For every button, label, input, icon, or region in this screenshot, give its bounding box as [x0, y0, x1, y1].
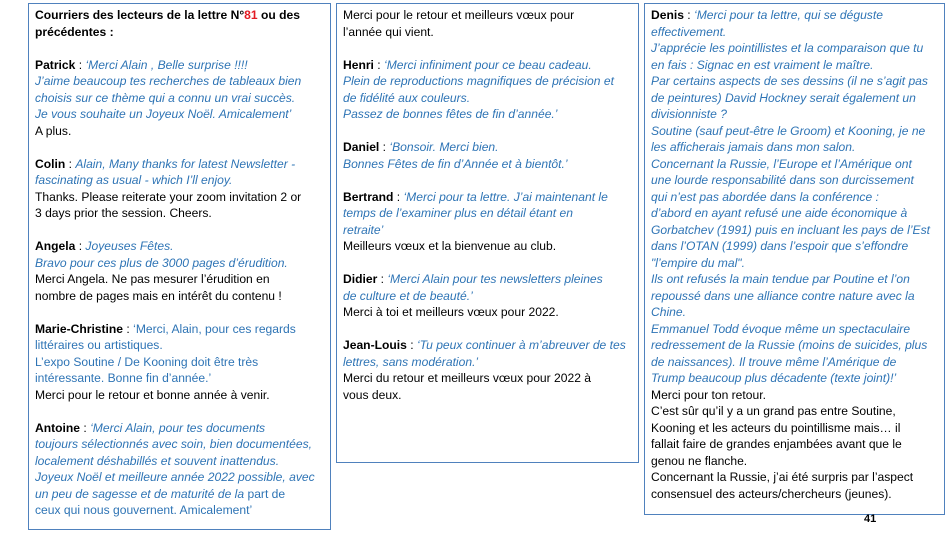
- letter-text: J’aime beaucoup tes recherches de tableaux bien: [35, 74, 302, 88]
- author-name: Bertrand: [343, 189, 394, 204]
- letter-text: dans l’OTAN (1999) dans l’espoir que s’effondre: [651, 239, 909, 253]
- letter-text: localement déshabillés et souvent inattendus.: [35, 453, 280, 468]
- reply-text: vous deux.: [343, 387, 402, 402]
- letters-column-2: [336, 3, 639, 463]
- letter-text: Bonnes Fêtes de fin d’Année et à bientôt.’: [343, 156, 568, 171]
- letter-text: retraite’: [343, 222, 384, 237]
- reply-text: Merci Angela. Ne pas mesurer l’érudition en: [35, 272, 270, 286]
- letter-text: ‘Merci pour ta lettre. J’ai maintenant le: [403, 189, 608, 204]
- letter-bertrand: [343, 189, 632, 255]
- reply-text: Kooning et les acteurs du pointillisme mais… il: [651, 420, 901, 435]
- reply-text: Merci pour ton retour.: [651, 387, 766, 402]
- heading-text-end: ou des: [257, 8, 300, 22]
- reply-text: 3 days prior the session. Cheers.: [35, 206, 212, 220]
- letter-text: une lourde responsabilité dans son durcissement: [651, 173, 914, 187]
- reply-text: l’année qui vient.: [343, 24, 434, 39]
- reply-text: nombre de pages mais en intérêt du contenu !: [35, 288, 282, 303]
- letter-text: Emmanuel Todd évoque même un spectaculaire: [651, 321, 911, 336]
- letter-text: Soutine (sauf peut-être le Groom) et Kooning, je ne: [651, 123, 926, 138]
- author-name: Marie-Christine: [35, 321, 124, 336]
- letter-text: redressement de la Russie (moins de suicides, plus: [651, 338, 928, 352]
- reply-text: Merci pour le retour et meilleurs vœux pour: [343, 8, 575, 22]
- author-name: Patrick: [35, 57, 76, 72]
- letter-text: un peu de sagesse et de maturité de la: [35, 486, 245, 501]
- letter-text: en fais : Signac en est vraiment le maître.: [651, 57, 874, 72]
- author-name: Didier: [343, 272, 378, 286]
- letter-text: J’apprécie les pointillistes et la comparaison que tu: [651, 41, 924, 55]
- reply-text: Meilleurs vœux et la bienvenue au club.: [343, 239, 557, 253]
- letter-text: Joyeux Noël et meilleure année 2022 possible, avec: [35, 470, 315, 484]
- letter-jean-louis: [343, 337, 632, 403]
- letter-text: ‘Merci pour ta lettre, qui se déguste: [694, 8, 883, 22]
- letter-text: les afficherais jamais dans mon salon.: [651, 140, 856, 154]
- letter-text: "l’empire du mal".: [651, 255, 745, 270]
- letter-text: ‘Merci Alain, pour tes documents: [90, 420, 266, 435]
- letter-text: Plein de reproductions magnifiques de précision et: [343, 74, 614, 88]
- separator: :: [75, 239, 86, 253]
- letter-text: de culture et de beauté.’: [343, 288, 473, 303]
- reply-text: A plus.: [35, 123, 72, 138]
- author-name: Angela: [35, 239, 76, 253]
- letter-text: de peintures) David Hockney serait également un: [651, 90, 916, 105]
- letter-text: littéraires ou artistiques.: [35, 338, 163, 352]
- letter-text: ‘Bonsoir. Merci bien.: [389, 140, 499, 154]
- heading-text: Courriers des lecteurs de la lettre N°: [35, 8, 245, 22]
- letter-text: repoussé dans une alliance contre nature avec la: [651, 288, 915, 303]
- author-name: Antoine: [35, 420, 81, 435]
- letter-text: divisionniste ?: [651, 107, 727, 121]
- letter-didier: [343, 271, 632, 321]
- letter-text: lettres, sans modération.’: [343, 354, 479, 369]
- separator: :: [379, 140, 390, 154]
- reply-text: Merci du retour et meilleurs vœux pour 2022 à: [343, 371, 592, 385]
- separator: :: [393, 189, 404, 204]
- letter-text: L’expo Soutine / De Kooning doit être très: [35, 354, 259, 369]
- letter-text: ‘Tu peux continuer à m’abreuver de tes: [416, 338, 626, 352]
- letter-text: Passez de bonnes fêtes de fin d’année.’: [343, 107, 558, 121]
- letter-text: Alain, Many thanks for latest Newsletter -: [75, 156, 296, 171]
- separator: :: [80, 420, 91, 435]
- letter-text: ‘Merci Alain , Belle surprise !!!!: [85, 57, 248, 72]
- reply-text: Merci à toi et meilleurs vœux pour 2022.: [343, 305, 559, 319]
- letter-text: intéressante. Bonne fin d’année.’: [35, 371, 212, 385]
- newsletter-number: 81: [244, 8, 258, 22]
- letter-text: choisis sur ce thème qui a connu un vrai succès.: [35, 90, 296, 105]
- separator: :: [75, 57, 86, 72]
- letter-text: Bravo pour ces plus de 3000 pages d’érudition.: [35, 255, 288, 270]
- reply-text: fallait faire de grandes enjambées avant que le: [651, 437, 902, 451]
- author-name: Colin: [35, 156, 66, 171]
- letter-text: Je vous souhaite un Joyeux Noël. Amicalement’: [35, 107, 292, 121]
- reply-text: Merci pour le retour et bonne année à venir.: [35, 387, 270, 402]
- separator: :: [373, 57, 385, 72]
- separator: :: [65, 156, 76, 171]
- letter-text: de naissances). Il trouve même l’Amérique de: [651, 354, 897, 369]
- letter-marie-christine: [35, 321, 324, 404]
- author-name: Denis: [651, 8, 684, 22]
- letter-text: Gorbatchev (1991) puis en incluant les pays de l’Est: [651, 222, 930, 237]
- reply-text: Thanks. Please reiterate your zoom invitation 2 or: [35, 189, 302, 204]
- letter-patrick: [35, 57, 324, 140]
- letter-text: Concernant la Russie, l’Europe et l’Amérique ont: [651, 156, 912, 171]
- letter-text: Joyeuses Fêtes.: [85, 239, 174, 253]
- author-name: Daniel: [343, 140, 380, 154]
- reply-text: Concernant la Russie, j’ai été surpris par l’aspect: [651, 470, 914, 484]
- letter-text: Trump beaucoup plus décadente (texte joint)!’: [651, 371, 897, 385]
- reply-text: C’est sûr qu’il y a un grand pas entre Soutine,: [651, 404, 896, 418]
- separator: :: [683, 8, 695, 22]
- section-heading-line2: précédentes :: [35, 24, 114, 39]
- letter-text: fascinating as usual - which I’ll enjoy.: [35, 173, 233, 187]
- letter-text: ‘Merci infiniment pour ce beau cadeau.: [384, 57, 592, 72]
- letters-column-1: [28, 3, 331, 530]
- letter-text: ceux qui nous gouvernent. Amicalement’: [35, 503, 253, 517]
- reply-text: consensuel des acteurs/chercheurs (jeunes).: [651, 486, 892, 501]
- letter-text: ‘Merci, Alain, pour ces regards: [133, 321, 296, 336]
- section-heading: [35, 7, 324, 24]
- letter-text: toujours sélectionnés avec soin, bien documentées,: [35, 437, 312, 451]
- separator: :: [406, 338, 417, 352]
- letter-text: part de: [244, 486, 286, 501]
- letter-text: Chine.: [651, 305, 686, 319]
- letter-henri: [343, 57, 632, 123]
- letter-denis: [651, 7, 938, 502]
- separator: :: [123, 321, 134, 336]
- letter-colin: [35, 156, 324, 222]
- letter-angela: [35, 238, 324, 304]
- author-name: Henri: [343, 57, 374, 72]
- letters-column-3: [644, 3, 945, 515]
- letter-text: effectivement.: [651, 24, 727, 39]
- letter-text: d’abord en ayant refusé une aide économique à: [651, 206, 908, 220]
- letter-daniel: [343, 139, 632, 172]
- letter-text: Ils ont refusés la main tendue par Poutine et l’on: [651, 272, 910, 286]
- author-name: Jean-Louis: [343, 338, 407, 352]
- letter-text: ‘Merci Alain pour tes newsletters pleines: [387, 272, 603, 286]
- letter-text: qui n’est pas abordée dans la conférence :: [651, 189, 879, 204]
- reply-text: genou ne flanche.: [651, 453, 748, 468]
- page-number: 41: [864, 513, 877, 525]
- letter-text: temps de l’examiner plus en détail étant en: [343, 206, 573, 220]
- letter-text: de fidélité aux couleurs.: [343, 90, 471, 105]
- letter-antoine: [35, 420, 324, 519]
- letter-text: Par certains aspects de ses dessins (il ne s’agit pas: [651, 74, 928, 88]
- separator: :: [377, 272, 388, 286]
